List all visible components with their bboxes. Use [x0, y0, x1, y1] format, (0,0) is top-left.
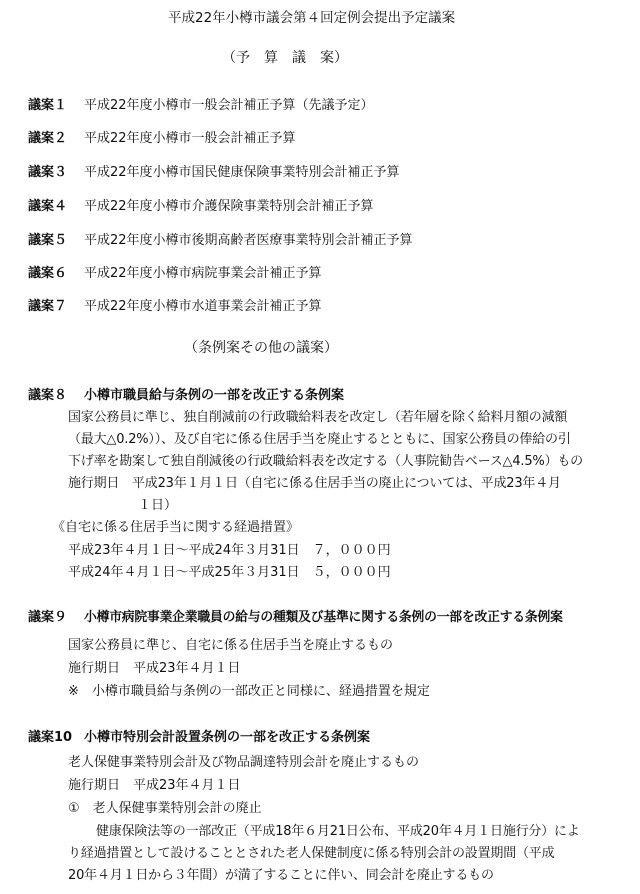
bill-description: 老人保健事業特別会計及び物品調達特別会計を廃止するもの — [68, 755, 420, 770]
transition-measure-row: 平成24年４月１日～平成25年３月31日 ５，０００円 — [68, 565, 391, 580]
bill-number: 議案９ — [28, 610, 68, 625]
effective-date-continued: １日） — [138, 498, 178, 513]
ordinance-section-heading: （条例案その他の議案） — [184, 340, 338, 356]
budget-section-heading: （予 算 議 案） — [222, 50, 348, 66]
transition-measure-row: 平成23年４月１日～平成24年３月31日 ７，０００円 — [68, 543, 391, 558]
bill-description: 国家公務員に準じ、独自削減前の行政職給料表を改定し（若年層を除く給料月額の減額 — [68, 410, 568, 425]
bill-number: 議案４ — [28, 199, 68, 214]
bill-number: 議案７ — [28, 299, 68, 314]
bill-title: 平成22年度小樽市介護保険事業特別会計補正予算 — [84, 199, 374, 214]
bill-number: 議案10 — [28, 730, 73, 745]
bill-number: 議案８ — [28, 388, 68, 403]
bill-title: 平成22年度小樽市水道事業会計補正予算 — [84, 299, 322, 314]
effective-date: 施行期日 平成23年４月１日 — [68, 661, 241, 676]
effective-date: 施行期日 平成23年１月１日（自宅に係る住居手当の廃止については、平成23年４月 — [68, 476, 561, 491]
transition-measure-heading: 《自宅に係る住居手当に関する経過措置》 — [52, 520, 300, 535]
bill-description: 20年４月１日から３年間）が満了することに伴い、同会計を廃止するもの — [68, 868, 494, 883]
bill-title: 平成22年度小樽市一般会計補正予算（先議予定） — [84, 98, 374, 113]
bill-description: り経過措置として設けることとされた老人保健制度に係る特別会計の設置期間（平成 — [68, 846, 555, 861]
bill-description: （最大△0.2%））、及び自宅に係る住居手当を廃止するとともに、国家公務員の俸給の引 — [68, 432, 571, 447]
bill-title: 平成22年度小樽市一般会計補正予算 — [84, 131, 296, 146]
bill-number: 議案５ — [28, 233, 68, 248]
bill-number: 議案６ — [28, 266, 68, 281]
document-title: 平成22年小樽市議会第４回定例会提出予定議案 — [168, 10, 456, 26]
bill-description: 下げ率を勘案して独自削減後の行政職給料表を改定する（人事院勧告ベース△4.5%）もの — [68, 454, 583, 469]
bill-number: 議案１ — [28, 98, 68, 113]
bill-number: 議案３ — [28, 165, 68, 180]
bill-title: 小樽市職員給与条例の一部を改正する条例案 — [84, 388, 345, 403]
sub-item-heading: ① 老人保健事業特別会計の廃止 — [68, 801, 262, 816]
bill-description: 国家公務員に準じ、自宅に係る住居手当を廃止するもの — [68, 638, 394, 653]
note: ※ 小樽市職員給与条例の一部改正と同様に、経過措置を規定 — [68, 684, 430, 699]
bill-number: 議案２ — [28, 131, 68, 146]
bill-title: 小樽市病院事業企業職員の給与の種類及び基準に関する条例の一部を改正する条例案 — [84, 610, 563, 625]
bill-description: 健康保険法等の一部改正（平成18年６月21日公布、平成20年４月１日施行分）によ — [96, 824, 580, 839]
bill-title: 小樽市特別会計設置条例の一部を改正する条例案 — [84, 730, 371, 745]
effective-date: 施行期日 平成23年４月１日 — [68, 778, 241, 793]
bill-title: 平成22年度小樽市病院事業会計補正予算 — [84, 266, 322, 281]
bill-title: 平成22年度小樽市後期高齢者医療事業特別会計補正予算 — [84, 233, 413, 248]
bill-title: 平成22年度小樽市国民健康保険事業特別会計補正予算 — [84, 165, 400, 180]
